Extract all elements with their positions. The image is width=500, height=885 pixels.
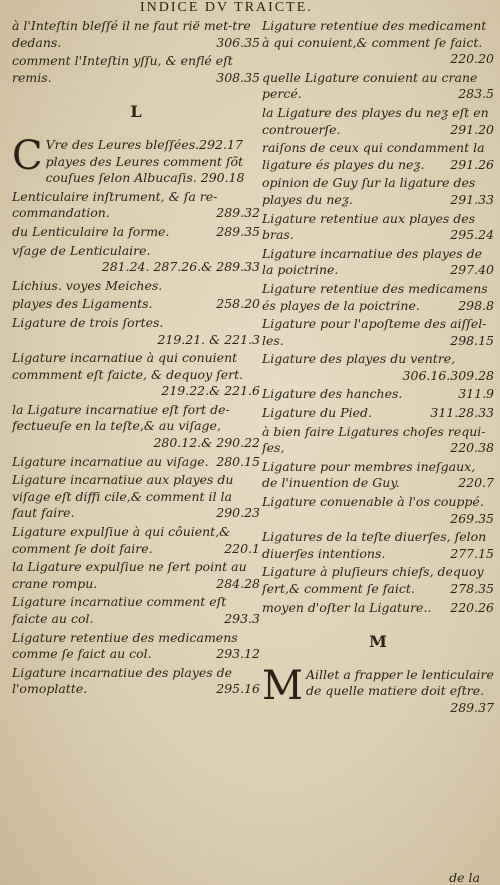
entry-page: 306.16.309.28	[402, 367, 494, 383]
entry-page: 269.35	[450, 510, 494, 526]
entry-text: Ligature pour membres ineſgaux, de l'inuention de Guy.	[262, 458, 476, 491]
index-entry	[12, 18, 260, 51]
index-entry	[262, 18, 494, 68]
entry-text: Ligature incarnatiue au viſage.	[12, 453, 209, 469]
entry-text: comment l'Inteſtin yſſu, & enflé eſt remis.	[12, 53, 233, 85]
index-entry	[12, 315, 260, 348]
entry-page: 295.16	[216, 681, 260, 697]
index-entry	[12, 296, 260, 313]
entry-page: 290.23	[216, 505, 260, 521]
dropcap: C	[12, 132, 43, 179]
index-entry	[12, 472, 260, 522]
entry-text: Ligature incarnatiue comment eſt faicte au col.	[12, 594, 227, 626]
entry-page: 308.35	[216, 69, 260, 85]
entry-page: 306.35	[216, 34, 260, 50]
running-head: INDICE DV TRAICTE.	[140, 0, 313, 15]
entry-page: 311.9	[458, 386, 494, 402]
section-letter-l: L	[130, 102, 142, 122]
entry-page: 220.7	[458, 475, 494, 491]
entry-page: 220.38	[450, 440, 494, 456]
entry-page: 297.40	[450, 262, 494, 278]
index-entry	[262, 600, 494, 617]
index-entry	[12, 454, 260, 471]
index-entry	[12, 402, 260, 452]
entry-page: 219.22.& 221.6	[161, 383, 260, 399]
entry-text: vſage de Lenticulaire.	[12, 242, 151, 258]
entry-text: du Lenticulaire la forme.	[12, 223, 170, 239]
index-entry	[12, 630, 260, 663]
entry-page: 278.35	[450, 581, 494, 596]
dropcap-entry-m	[262, 662, 494, 717]
entry-text: la Ligature expulſiue ne ſert point au crane rompu.	[12, 559, 247, 591]
entry-page: 291.26	[450, 156, 494, 172]
entry-text: Ligature retentiue aux playes des bras.	[262, 210, 476, 243]
index-entry	[12, 224, 260, 241]
entry-text: Vre des Leures bleſſées.292.17 playes des Leures comment ſõt couſues ſelon Albucaſis. 290.18	[45, 136, 245, 186]
entry-page: 220.1	[224, 540, 260, 556]
index-entry	[262, 140, 494, 173]
index-entry	[12, 278, 260, 295]
index-entry	[262, 529, 494, 562]
entry-page: 277.15	[450, 545, 494, 561]
index-entry	[262, 211, 494, 244]
entry-text: Ligature à pluſieurs chiefs, dequoy ſert,& comment ſe faict.	[262, 564, 484, 596]
index-entry	[262, 70, 494, 103]
entry-page: 220.26	[450, 599, 494, 615]
entry-text: Ligature retentiue des medicamens és playes de la poictrine.	[262, 280, 488, 313]
entry-page: 220.20	[450, 51, 494, 67]
entry-text: Ligature incarnatiue aux playes du viſage eſt diffi cile,& comment il la faut faire.	[12, 472, 234, 521]
index-entry	[262, 494, 494, 527]
index-entry	[262, 281, 494, 314]
entry-page: 283.5	[458, 86, 494, 102]
entry-page: 258.20	[216, 296, 260, 312]
entry-page: 289.32	[216, 205, 260, 221]
entry-text: Ligature retentiue des medicamens comme ſe faict au col.	[12, 629, 238, 662]
index-entry	[262, 246, 494, 279]
entry-page: 281.24. 287.26.& 289.33	[101, 259, 260, 275]
index-entry	[12, 189, 260, 222]
dropcap-m: M	[262, 662, 303, 709]
index-entry	[12, 559, 260, 592]
entry-page: 280.15	[216, 453, 260, 469]
entry-text: Lenticulaire inſtrument, & ſa re-commandation.	[12, 188, 218, 221]
left-column	[12, 18, 260, 700]
catchword: de la	[449, 870, 480, 885]
index-entry	[262, 316, 494, 349]
entry-page: 298.15	[450, 332, 494, 348]
entry-page: 298.8	[458, 297, 494, 313]
index-entry	[262, 424, 494, 457]
entry-text: à l'Inteſtin bleſſé il ne faut rië met-tre dedans.	[12, 18, 251, 50]
entry-page: 291.33	[450, 191, 494, 207]
index-entry	[12, 665, 260, 698]
entry-text: Lichius. voyes Meiches.	[12, 277, 163, 293]
entry-text: Ligature des playes du ventre,	[262, 351, 456, 367]
entry-text: Ligature du Pied.	[262, 405, 372, 421]
index-entry	[12, 524, 260, 557]
index-entry	[12, 53, 260, 86]
entry-text: playes des Ligaments.	[12, 296, 153, 312]
index-entry	[262, 105, 494, 138]
entry-page: 289.37	[450, 699, 494, 715]
entry-text: Ligature incarnatiue à qui conuient commment eſt faicte, & dequoy ſert.	[12, 350, 244, 382]
index-entry	[262, 386, 494, 403]
index-entry	[12, 243, 260, 276]
index-entry	[262, 459, 494, 492]
entry-text: Ligature incarnatiue des playes de la poictrine.	[262, 245, 483, 278]
index-entry	[262, 564, 494, 597]
entry-page: 311.28.33	[430, 405, 494, 421]
index-entry	[262, 351, 494, 384]
entry-text: Ligatures de la teſte diuerſes, ſelon diuerſes intentions.	[262, 529, 487, 561]
entry-text: Aillet a frapper le lenticulaire de quelle matiere doit eſtre.	[305, 666, 494, 699]
entry-text: à bien faire Ligatures choſes requi-ſes,	[262, 423, 486, 456]
entry-page: 280.12.& 290.22	[153, 435, 260, 451]
entry-text: Ligature retentiue des medicament à qui conuient,& comment ſe faict.	[262, 18, 487, 50]
entry-text: la Ligature des playes du neƺ eſt en controuerſe.	[262, 104, 489, 137]
dropcap-entry	[12, 132, 260, 187]
entry-text: Ligature expulſiue à qui côuient,& comment ſe doit faire.	[12, 524, 231, 556]
entry-page: 293.12	[216, 646, 260, 662]
entry-text: Ligature de trois ſortes.	[12, 314, 164, 330]
entry-text: Ligature des hanches.	[262, 386, 403, 402]
entry-text: Ligature conuenable à l'os couppé.	[262, 494, 484, 510]
entry-text: Ligature pour l'apoſteme des aiſſel-les.	[262, 316, 487, 348]
index-entry	[262, 175, 494, 208]
entry-text: Ligature incarnatiue des playes de l'omoplatte.	[12, 664, 233, 697]
entry-page: 291.20	[450, 121, 494, 137]
section-letter-m: M	[369, 632, 387, 652]
entry-text: raiſons de ceux qui condamment la ligature és playes du neƺ.	[262, 140, 485, 172]
index-entry	[262, 405, 494, 422]
entry-page: 293.3	[224, 611, 260, 626]
entry-text: moyen d'oſter la Ligature..	[262, 599, 432, 615]
entry-page: 295.24	[450, 227, 494, 243]
entry-text: la Ligature incarnatiue eſt fort de-fectueuſe en la teſte,& au viſage,	[12, 401, 230, 434]
right-column	[262, 18, 494, 719]
entry-text: opinion de Guy ſur la ligature des playes du neƺ.	[262, 175, 476, 207]
entry-text: quelle Ligature conuient au crane percé.	[262, 69, 478, 102]
index-entry	[12, 350, 260, 400]
entry-page: 284.28	[216, 575, 260, 591]
index-entry	[12, 594, 260, 627]
entry-page: 219.21. & 221.3	[157, 331, 260, 347]
entry-page: 289.35	[216, 223, 260, 239]
